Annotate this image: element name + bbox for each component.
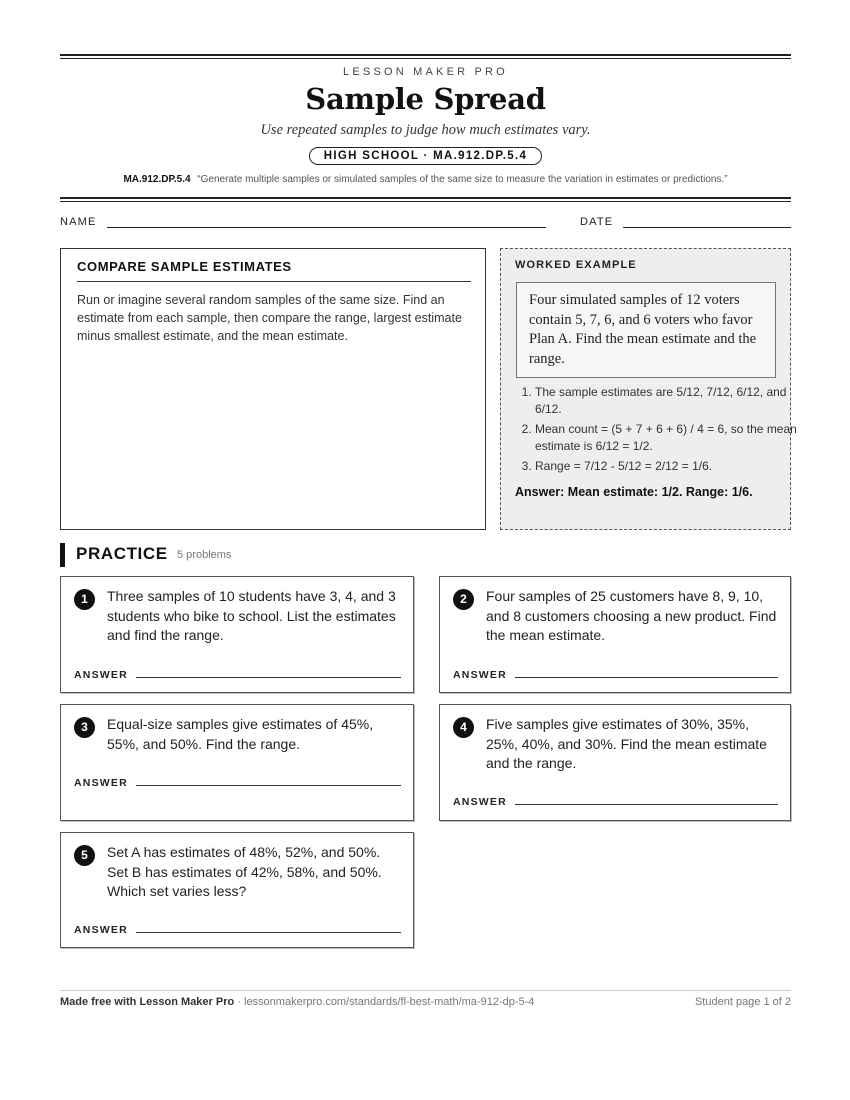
answer-label: ANSWER [74, 924, 128, 936]
brand-eyebrow: LESSON MAKER PRO [343, 66, 508, 78]
practice-accent-bar [60, 543, 65, 567]
footer-brand: Made free with Lesson Maker Pro [60, 996, 235, 1008]
standard-code: MA.912.DP.5.4 [123, 174, 191, 185]
problem-number-badge: 2 [453, 589, 474, 610]
problem-number-badge: 5 [74, 845, 95, 866]
name-field[interactable] [107, 227, 546, 228]
worked-example-answer: Answer: Mean estimate: 1/2. Range: 1/6. [515, 485, 753, 499]
problem-text: Five samples give estimates of 30%, 35%, 25%, 40%, and 30%. Find the mean estimate and the range. [486, 716, 767, 771]
practice-card-4 [439, 704, 791, 821]
problem-text: Set A has estimates of 48%, 52%, and 50%. Set B has estimates of 42%, 58%, and 50%. Which set varies less? [107, 844, 382, 899]
answer-label: ANSWER [453, 669, 507, 681]
practice-card-5 [60, 832, 414, 948]
practice-card-3 [60, 704, 414, 821]
answer-label: ANSWER [453, 796, 507, 808]
worked-example-box [500, 248, 797, 530]
problem-number-badge: 4 [453, 717, 474, 738]
answer-field[interactable] [136, 932, 401, 933]
answer-field[interactable] [136, 785, 401, 786]
footer-rule [60, 990, 791, 991]
worked-example-step: 3. Range = 7/12 - 5/12 = 2/12 = 1/6. [535, 458, 797, 475]
worked-example-step: 2. Mean count = (5 + 7 + 6 + 6) / 4 = 6, so the mean estimate is 6/12 = 1/2. [535, 421, 797, 454]
problem-text: Three samples of 10 students have 3, 4, and 3 students who bike to school. List the estimates and find the range. [107, 588, 396, 643]
answer-field[interactable] [515, 804, 778, 805]
problem-number-badge: 3 [74, 717, 95, 738]
worked-example-steps [515, 384, 797, 479]
worked-example-step: 1. The sample estimates are 5/12, 7/12, 6/12, and 6/12. [535, 384, 797, 417]
page-subtitle: Use repeated samples to judge how much estimates vary. [260, 122, 591, 138]
footer-page-number: Student page 1 of 2 [694, 996, 791, 1008]
top-rule [60, 54, 791, 59]
standard-line [60, 174, 791, 185]
answer-field[interactable] [515, 677, 778, 678]
problem-text: Four samples of 25 customers have 8, 9, 10, and 8 customers choosing a new product. Find the mean estimate. [486, 588, 777, 643]
practice-title: PRACTICE [76, 544, 168, 563]
worksheet-page [60, 0, 797, 1100]
practice-card-1 [60, 576, 414, 693]
answer-label: ANSWER [74, 777, 128, 789]
worked-example-problem: Four simulated samples of 12 voters contain 5, 7, 6, and 6 voters who favor Plan A. Find the mean estimate and the range. [516, 282, 776, 378]
worked-example-label: WORKED EXAMPLE [515, 259, 637, 271]
practice-card-2 [439, 576, 791, 693]
practice-count: 5 problems [177, 549, 232, 561]
grade-pill-wrap [60, 146, 791, 165]
problem-text: Equal-size samples give estimates of 45%, 55%, and 50%. Find the range. [107, 716, 374, 752]
answer-field[interactable] [136, 677, 401, 678]
problem-number-badge: 1 [74, 589, 95, 610]
lesson-box [60, 248, 486, 530]
name-label: NAME [60, 216, 97, 228]
grade-standard-pill: HIGH SCHOOL · MA.912.DP.5.4 [309, 147, 542, 165]
page-title: Sample Spread [305, 82, 546, 116]
lesson-title: COMPARE SAMPLE ESTIMATES [77, 259, 471, 282]
date-label: DATE [580, 216, 614, 228]
standard-text: “Generate multiple samples or simulated samples of the same size to measure the variation in estimates or predictions.” [197, 174, 728, 185]
name-date-row [60, 216, 791, 232]
date-field[interactable] [623, 227, 791, 228]
page-footer [60, 996, 791, 1008]
footer-url: · lessonmakerpro.com/standards/fl-best-math/ma-912-dp-5-4 [237, 996, 535, 1008]
answer-label: ANSWER [74, 669, 128, 681]
lesson-body: Run or imagine several random samples of the same size. Find an estimate from each sample, then compare the range, largest estimate minus smallest estimate, and the mean estimate. [77, 293, 462, 343]
header-bottom-rule [60, 197, 791, 202]
